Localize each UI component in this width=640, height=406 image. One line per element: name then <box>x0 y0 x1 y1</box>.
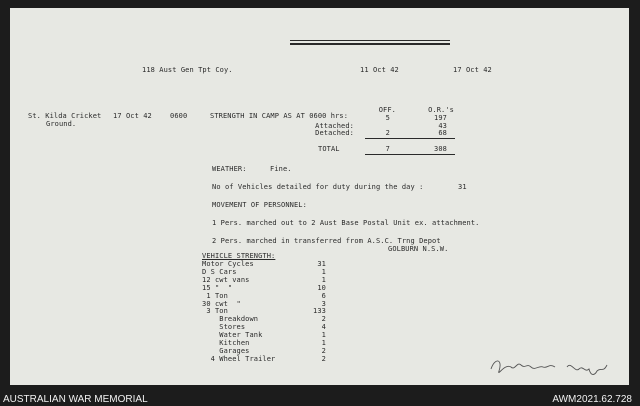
entry-time: 0600 <box>170 112 188 120</box>
strength-row-or: 68 <box>438 129 447 137</box>
vehicle-strength-title: VEHICLE STRENGTH: <box>202 252 276 260</box>
strength-title: STRENGTH IN CAMP AS AT 0600 hrs: <box>210 112 349 120</box>
vehicle-qty: 3 <box>321 299 326 308</box>
col-off: OFF. <box>378 106 396 114</box>
vehicle-qty: 4 <box>321 323 326 332</box>
col-or: O.R.'s <box>428 106 454 114</box>
total-rule <box>365 138 455 139</box>
vehicle-name: 1 Ton <box>202 291 228 300</box>
vehicle-name: 4 Wheel Trailer <box>202 354 276 363</box>
strength-row-or: 43 <box>438 122 447 130</box>
total-or: 308 <box>434 145 447 153</box>
vehicle-qty: 2 <box>321 315 326 324</box>
movement-2-line-2: GOLBURN N.S.W. <box>388 245 449 253</box>
vehicle-name: 30 cwt " <box>202 299 241 308</box>
vehicle-name: 3 Ton <box>202 307 228 316</box>
date-to: 17 Oct 42 <box>453 66 492 74</box>
handwritten-signature <box>485 351 615 381</box>
vehicle-qty: 10 <box>317 283 326 292</box>
footer-right: AWM2021.62.728 <box>552 394 632 405</box>
vehicle-qty: 6 <box>321 291 326 300</box>
total-off: 7 <box>385 145 390 153</box>
unit-name: 118 Aust Gen Tpt Coy. <box>142 66 233 74</box>
vehicle-name: Stores <box>202 323 246 332</box>
strength-row-label: Detached: <box>315 129 354 137</box>
vehicle-name: Garages <box>202 346 250 355</box>
strength-row-off: 2 <box>385 129 390 137</box>
vehicle-qty: 1 <box>321 275 326 284</box>
weather-label: WEATHER: <box>212 165 247 173</box>
vehicle-name: D S Cars <box>202 267 237 276</box>
vehicle-qty: 1 <box>321 331 326 340</box>
vehicle-qty: 1 <box>321 267 326 276</box>
place-line-2: Ground. <box>46 120 77 128</box>
vehicle-name: 15 " " <box>202 283 233 292</box>
footer-left: AUSTRALIAN WAR MEMORIAL <box>3 394 148 405</box>
vehicle-name: Water Tank <box>202 331 263 340</box>
movement-2: 2 Pers. marched in transferred from A.S.C. Trng Depot <box>212 237 441 245</box>
date-from: 11 Oct 42 <box>360 66 399 74</box>
document-page <box>10 8 629 385</box>
strength-row-off: 5 <box>385 114 390 122</box>
strength-row-or: 197 <box>434 114 447 122</box>
total-label: TOTAL <box>318 145 340 153</box>
total-rule-bottom <box>365 154 455 155</box>
top-rule-thick <box>290 43 450 45</box>
vehicle-name: Kitchen <box>202 339 250 347</box>
vehicles-detailed-value: 31 <box>458 183 467 191</box>
movement-title: MOVEMENT OF PERSONNEL: <box>212 201 307 209</box>
vehicle-qty: 2 <box>321 346 326 355</box>
vehicle-name: Breakdown <box>202 315 259 324</box>
vehicle-name: 12 cwt vans <box>202 275 250 284</box>
movement-1: 1 Pers. marched out to 2 Aust Base Postal Unit ex. attachment. <box>212 219 480 227</box>
vehicles-detailed: No of Vehicles detailed for duty during the day : <box>212 183 424 191</box>
vehicle-qty: 133 <box>313 307 326 316</box>
top-rule <box>290 40 450 41</box>
strength-row-label: Attached: <box>315 122 354 130</box>
weather-value: Fine. <box>270 165 292 173</box>
entry-date: 17 Oct 42 <box>113 112 152 120</box>
place: St. Kilda Cricket <box>28 112 102 120</box>
vehicle-qty: 1 <box>321 339 326 347</box>
vehicle-name: Motor Cycles <box>202 260 254 268</box>
vehicle-qty: 31 <box>317 260 326 268</box>
vehicle-qty: 2 <box>321 354 326 363</box>
